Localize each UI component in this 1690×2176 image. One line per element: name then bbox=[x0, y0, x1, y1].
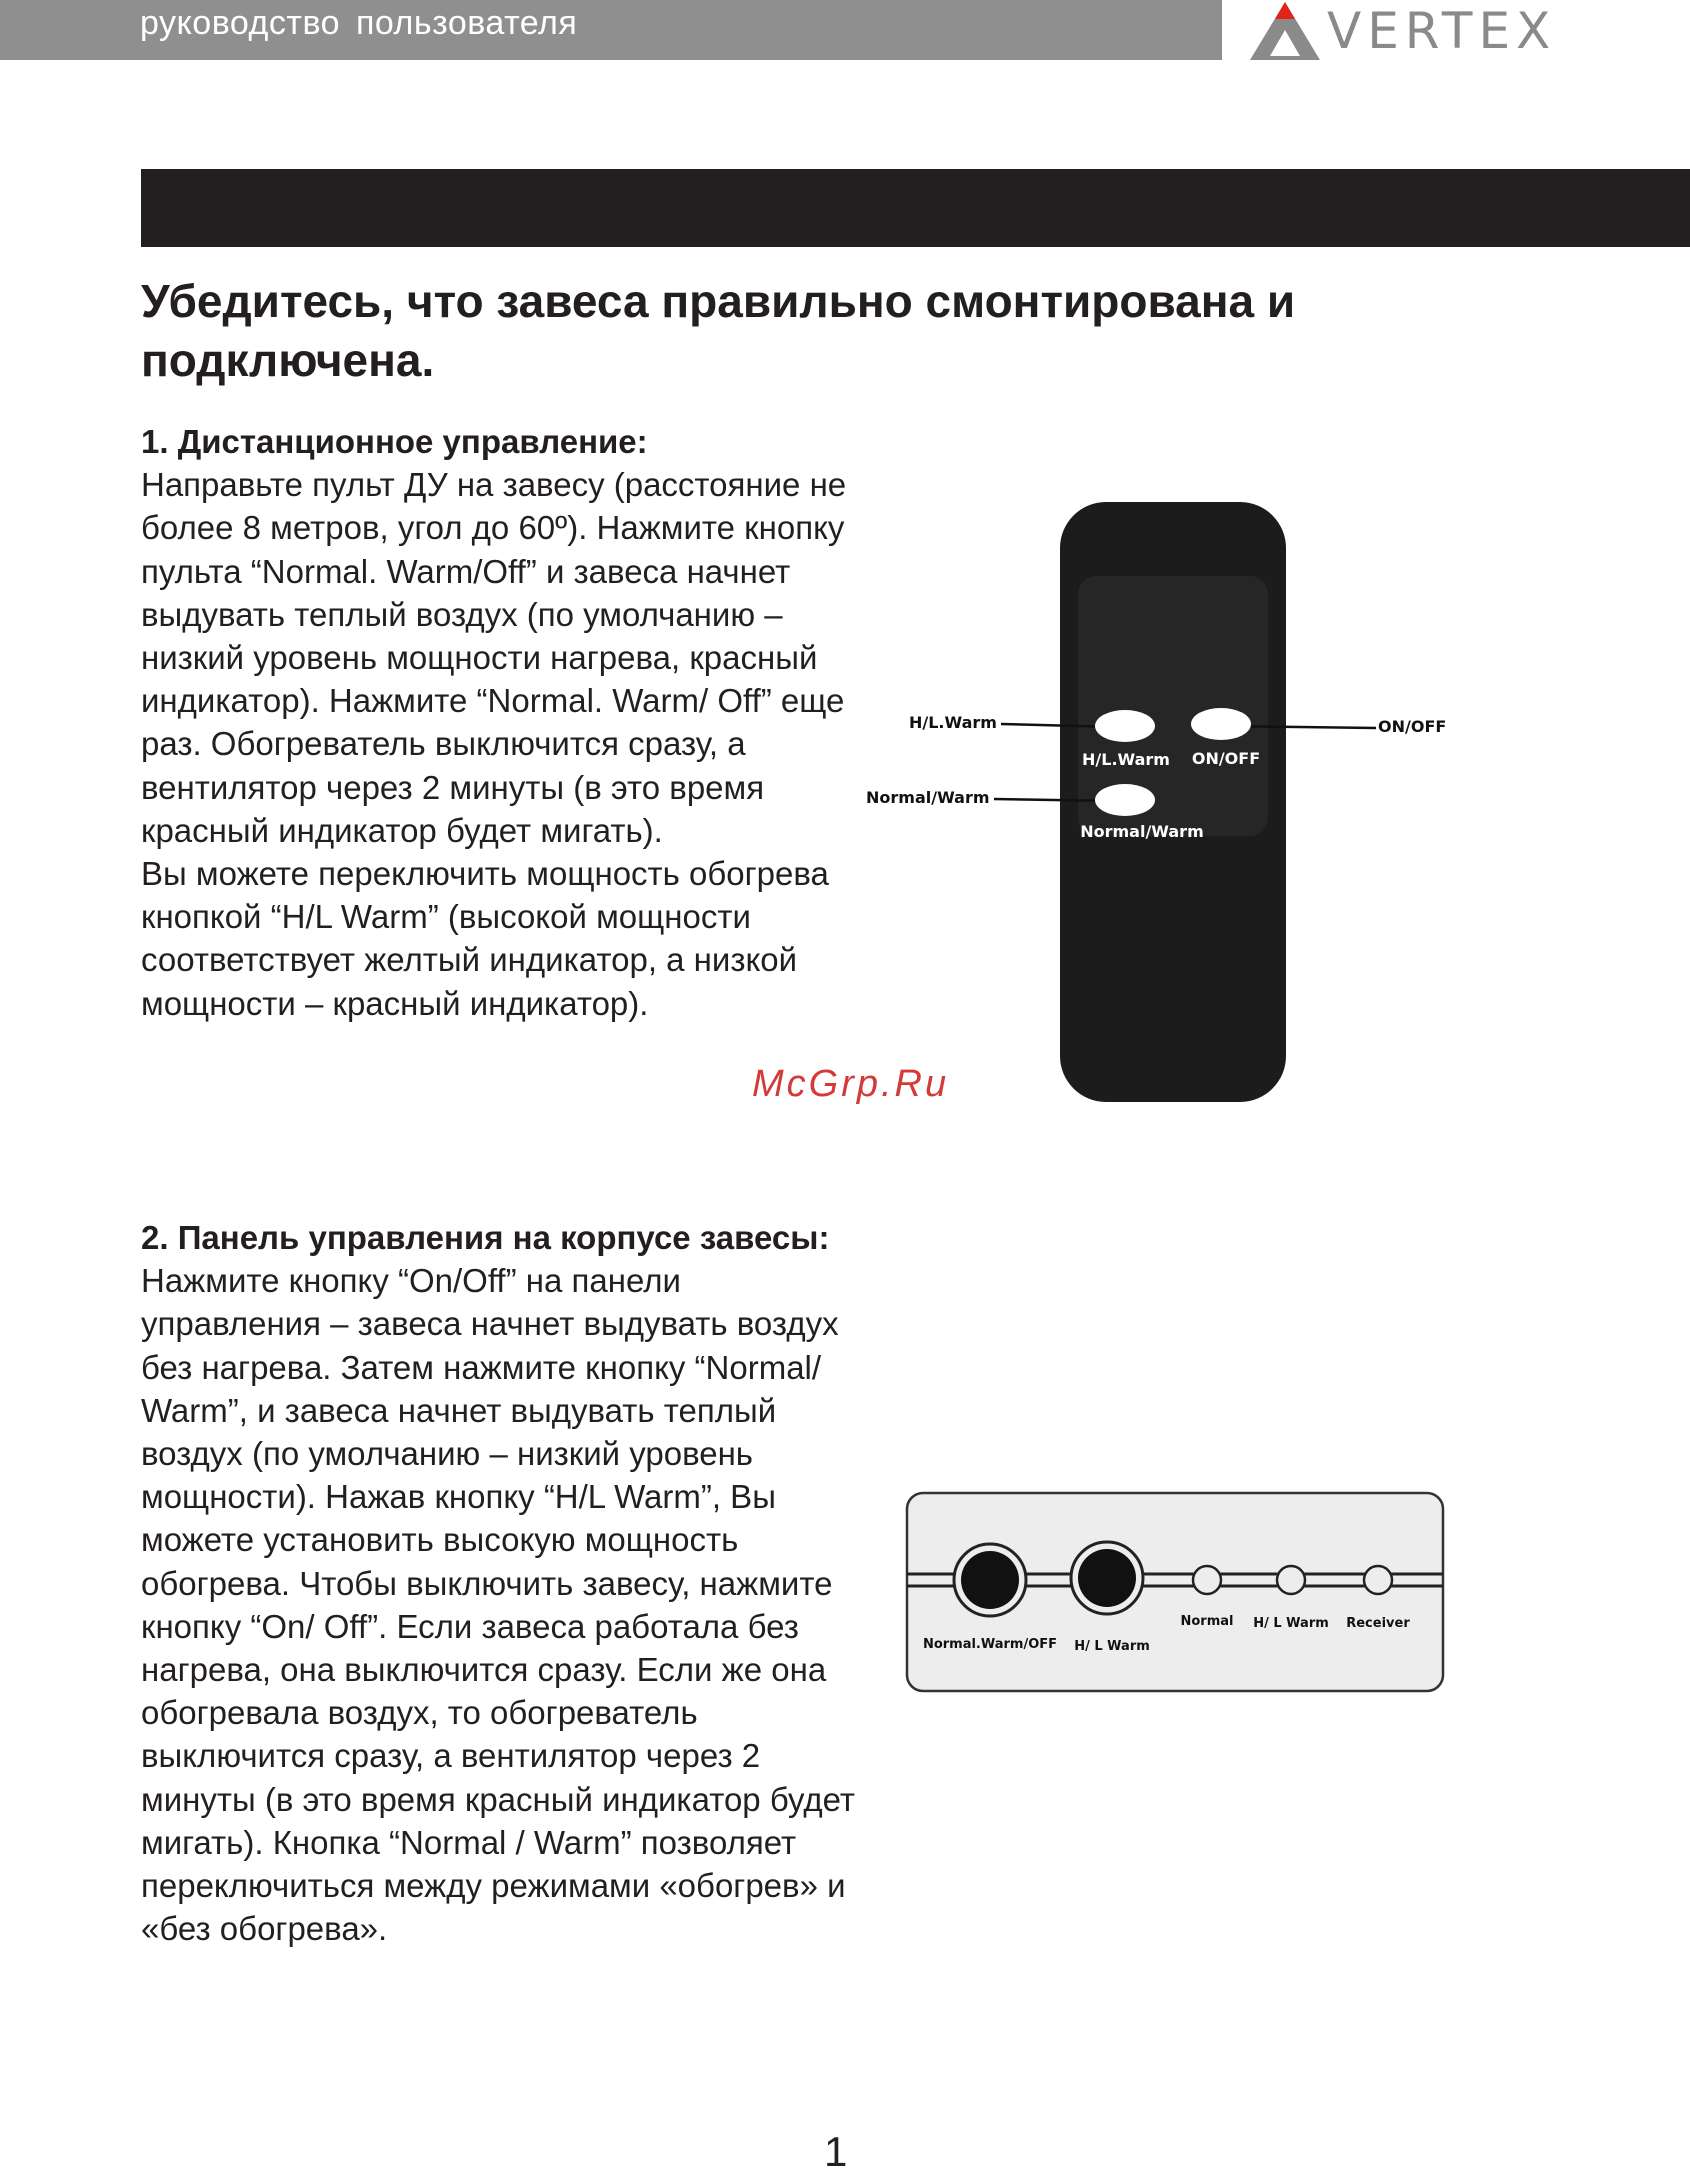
callout-onoff-label: ON/OFF bbox=[1378, 717, 1447, 736]
remote-hl-button bbox=[1095, 710, 1155, 742]
remote-hl-label: H/L.Warm bbox=[1082, 750, 1170, 769]
callout-hl-label: H/L.Warm bbox=[909, 713, 997, 732]
vertex-logo-mark-icon bbox=[1248, 0, 1322, 62]
section-2-title: 2. Панель управления на корпусе завесы: bbox=[141, 1219, 830, 1256]
section-2 bbox=[141, 1216, 861, 1950]
panel-indicator-hl bbox=[1277, 1566, 1305, 1594]
panel-btn-normal-warm bbox=[961, 1551, 1019, 1609]
section-2-paragraph: Нажмите кнопку “On/Off” на панели управления – завеса начнет выдувать воздух без нагрева. Затем нажмите кнопку “Normal/ Warm”, и завеса начнет выдувать теплый воздух (по умолчанию – низкий уровень мощности). Нажав кнопку “H/L Warm”, Вы можете установить высокую мощность обогрева. Чтобы выключить завесу, нажмите кнопку “On/ Off”. Если завеса работала без нагрева, она выключится сразу. Если же она обогревала воздух, то обогреватель выключится сразу, а вентилятор через 2 минуты (в это время красный индикатор будет мигать). Кнопка “Normal / Warm” позволяет переключиться между режимами «обогрев» и «без обогрева». bbox=[141, 1262, 856, 1948]
panel-ind1-label: Normal bbox=[1180, 1614, 1234, 1629]
page-heading: Убедитесь, что завеса правильно смонтирована и подключена. bbox=[141, 275, 1296, 386]
section-1 bbox=[141, 420, 861, 1025]
panel-indicator-normal bbox=[1193, 1566, 1221, 1594]
remote-normal-label: Normal/Warm bbox=[1080, 822, 1204, 841]
panel-ind3-label: Receiver bbox=[1346, 1616, 1410, 1631]
section-1-title: 1. Дистанционное управление: bbox=[141, 423, 648, 460]
panel-btn1-label: Normal.Warm/OFF bbox=[922, 1637, 1058, 1652]
panel-btn2-label: H/ L Warm bbox=[1074, 1639, 1150, 1654]
panel-indicator-receiver bbox=[1364, 1566, 1392, 1594]
remote-onoff-label: ON/OFF bbox=[1191, 749, 1261, 768]
control-panel-diagram bbox=[904, 1490, 1446, 1696]
page-number: 1 bbox=[824, 2128, 848, 2175]
vertex-logo bbox=[1248, 0, 1557, 62]
logo-text: VERTEX bbox=[1327, 2, 1557, 60]
watermark: McGrp.Ru bbox=[752, 1063, 950, 1105]
panel-btn-hl-warm bbox=[1078, 1549, 1136, 1607]
section-1-paragraph-1: Направьте пульт ДУ на завесу (расстояние не более 8 метров, угол до 60º). Нажмите кнопку пульта “Normal. Warm/Off” и завеса начнет выдувать теплый воздух (по умолчанию – низкий уровень мощности нагрева, красный индикатор). Нажмите “Normal. Warm/ Off” еще раз. Обогреватель выключится сразу, а вентилятор через 2 минуты (в это время красный индикатор будет мигать). bbox=[141, 466, 847, 849]
remote-normal-button bbox=[1095, 784, 1155, 816]
panel-ind2-label: H/ L Warm bbox=[1253, 1616, 1329, 1631]
section-bar bbox=[141, 169, 1690, 247]
remote-control-diagram bbox=[846, 462, 1456, 1132]
section-1-paragraph-2: Вы можете переключить мощность обогрева кнопкой “H/L Warm” (высокой мощности соответствует желтый индикатор, а низкой мощности – красный индикатор). bbox=[141, 855, 829, 1022]
header-title: руководство пользователя bbox=[140, 4, 578, 42]
callout-normal-label: Normal/Warm bbox=[866, 788, 990, 807]
remote-onoff-button bbox=[1191, 708, 1251, 740]
